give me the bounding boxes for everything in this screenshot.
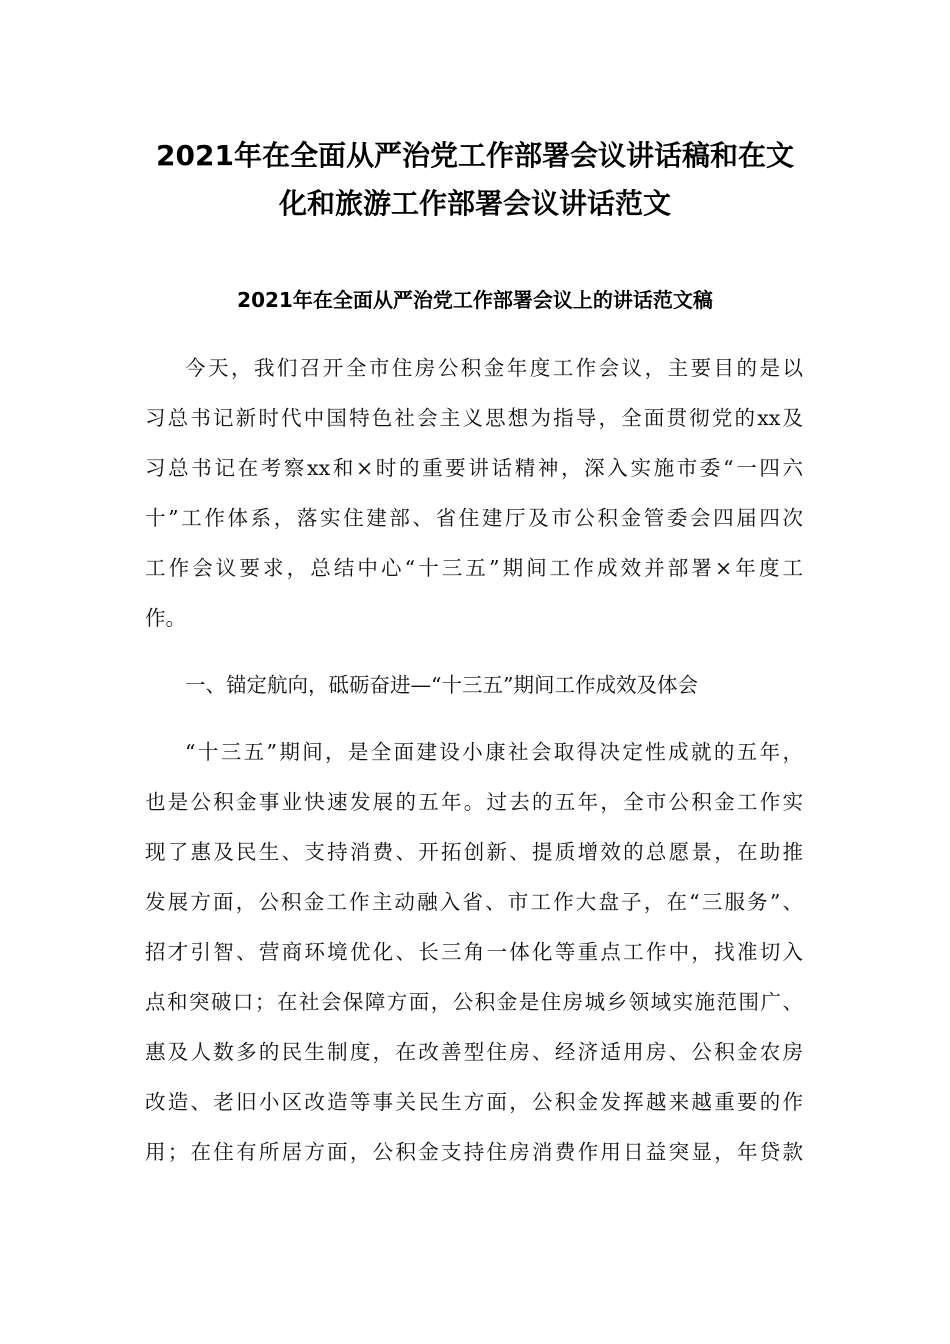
paragraph-2-line: 招才引智、营商环境优化、长三角一体化等重点工作中，找准切入	[145, 940, 803, 964]
paragraph-1-line: 习总书记在考察xx和×时的重要讲话精神，深入实施市委“一四六	[145, 456, 803, 480]
paragraph-2-line: 现了惠及民生、支持消费、开拓创新、提质增效的总愿景，在助推	[145, 840, 803, 864]
paragraph-2-line: “十三五”期间，是全面建设小康社会取得决定性成就的五年，	[185, 740, 803, 764]
document-title-line-1: 2021年在全面从严治党工作部署会议讲话稿和在文	[156, 139, 794, 172]
paragraph-2-line: 用；在住有所居方面，公积金支持住房消费作用日益突显，年贷款	[145, 1140, 803, 1164]
paragraph-2-line: 也是公积金事业快速发展的五年。过去的五年，全市公积金工作实	[145, 790, 803, 814]
section-heading-1: 一、锚定航向，砥砺奋进—“十三五”期间工作成效及体会	[185, 673, 698, 697]
paragraph-2-line: 惠及人数多的民生制度，在改善型住房、经济适用房、公积金农房	[145, 1040, 803, 1064]
paragraph-1-line: 工作会议要求，总结中心“十三五”期间工作成效并部署×年度工	[145, 556, 803, 580]
paragraph-2-line: 改造、老旧小区改造等事关民生方面，公积金发挥越来越重要的作	[145, 1090, 803, 1114]
paragraph-2-line: 发展方面，公积金工作主动融入省、市工作大盘子，在“三服务”、	[145, 890, 803, 914]
paragraph-1-line: 作。	[145, 606, 186, 630]
paragraph-1-line: 习总书记新时代中国特色社会主义思想为指导，全面贯彻党的xx及	[145, 406, 803, 430]
paragraph-1-line: 今天，我们召开全市住房公积金年度工作会议，主要目的是以	[185, 356, 803, 380]
document-title-line-2: 化和旅游工作部署会议讲话范文	[278, 187, 671, 220]
paragraph-2-line: 点和突破口；在社会保障方面，公积金是住房城乡领域实施范围广、	[145, 990, 803, 1014]
paragraph-1-line: 十”工作体系，落实住建部、省住建厅及市公积金管委会四届四次	[145, 506, 803, 530]
speech-subtitle: 2021年在全面从严治党工作部署会议上的讲话范文稿	[237, 288, 713, 312]
